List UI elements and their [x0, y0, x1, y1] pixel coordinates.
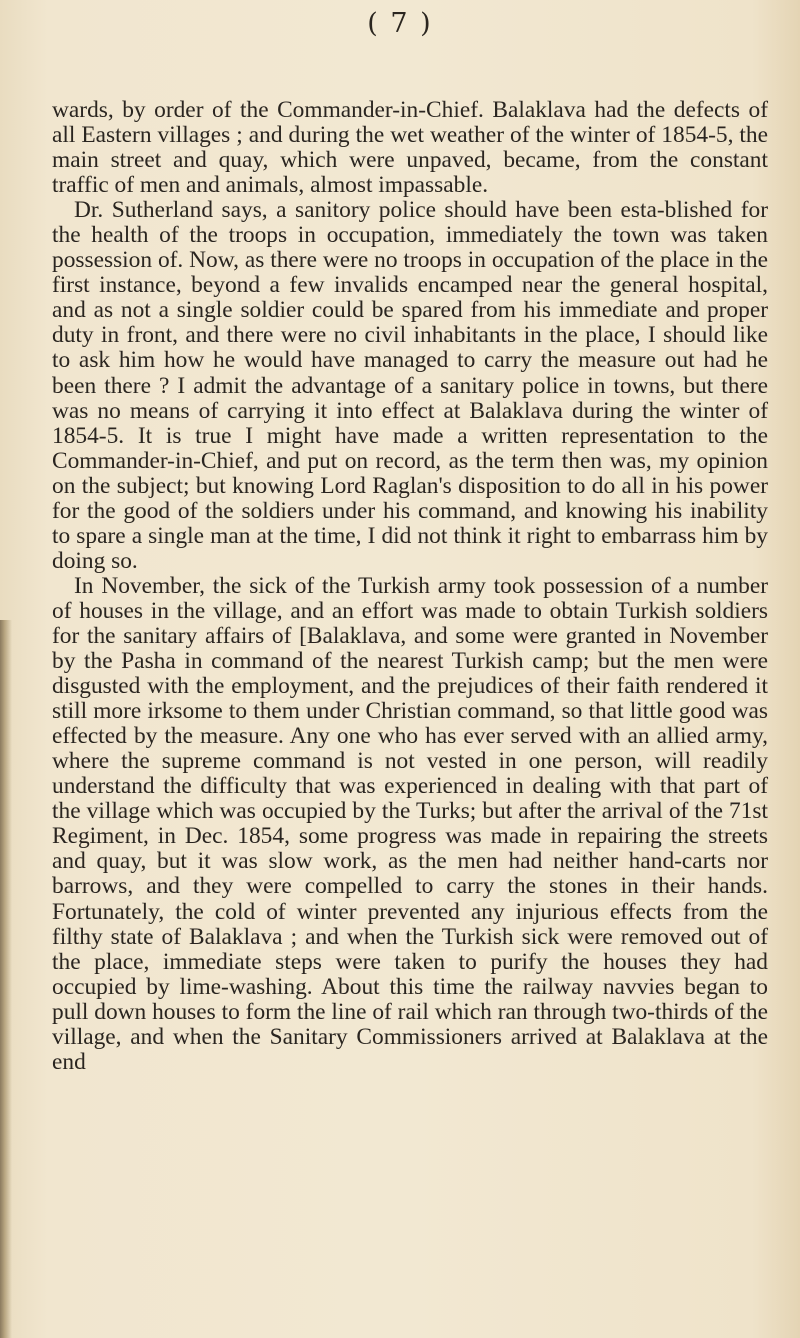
paragraph-2: Dr. Sutherland says, a sanitory police should have been esta-blished for the health of the troops in occupation, immediately the town was taken possession of. Now, as there were no troops in occupation of the place in the first instance, beyond a few invalids encamped near the general hospital, and as not a single soldier could be spared from his immediate and proper duty in front, and there were no civil inhabitants in the place, I should like to ask him how he would have managed to carry the measure out had he been there ? I admit the advantage of a sanitary police in towns, but there was no means of carrying it into effect at Balaklava during the winter of 1854-5. It is true I might have made a written representation to the Commander-in-Chief, and put on record, as the term then was, my opinion on the subject; but knowing Lord Raglan's disposition to do all in his power for the good of the soldiers under his command, and knowing his inability to spare a single man at the time, I did not think it right to embarrass him by doing so. [52, 197, 768, 574]
paragraph-1: wards, by order of the Commander-in-Chief. Balaklava had the defects of all Eastern villages ; and during the wet weather of the winter of 1854-5, the main street and quay, which were unpaved, became, from the constant traffic of men and animals, almost impassable. [52, 97, 768, 199]
page-number: ( 7 ) [367, 8, 433, 39]
paragraph-3: In November, the sick of the Turkish army took possession of a number of houses in the village, and an effort was made to obtain Turkish soldiers for the sanitary affairs of [Balaklava, and some were granted in November by the Pasha in command of the nearest Turkish camp; but the men were disgusted with the employment, and the prejudices of their faith rendered it still more irksome to them under Christian command, so that little good was effected by the measure. Any one who has ever served with an allied army, where the supreme command is not vested in one person, will readily understand the difficulty that was experienced in dealing with that part of the village which was occupied by the Turks; but after the arrival of the 71st Regiment, in Dec. 1854, some progress was made in repairing the streets and quay, but it was slow work, as the men had neither hand-carts nor barrows, and they were compelled to carry the stones in their hands. Fortunately, the cold of winter prevented any injurious effects from the filthy state of Balaklava ; and when the Turkish sick were removed out of the place, immediate steps were taken to purify the houses they had occupied by lime-washing. About this time the railway navvies began to pull down houses to form the line of rail which ran through two-thirds of the village, and when the Sanitary Commissioners arrived at Balaklava at the end [52, 572, 768, 1075]
binding-shadow [0, 620, 12, 1338]
body-text [52, 98, 768, 1075]
